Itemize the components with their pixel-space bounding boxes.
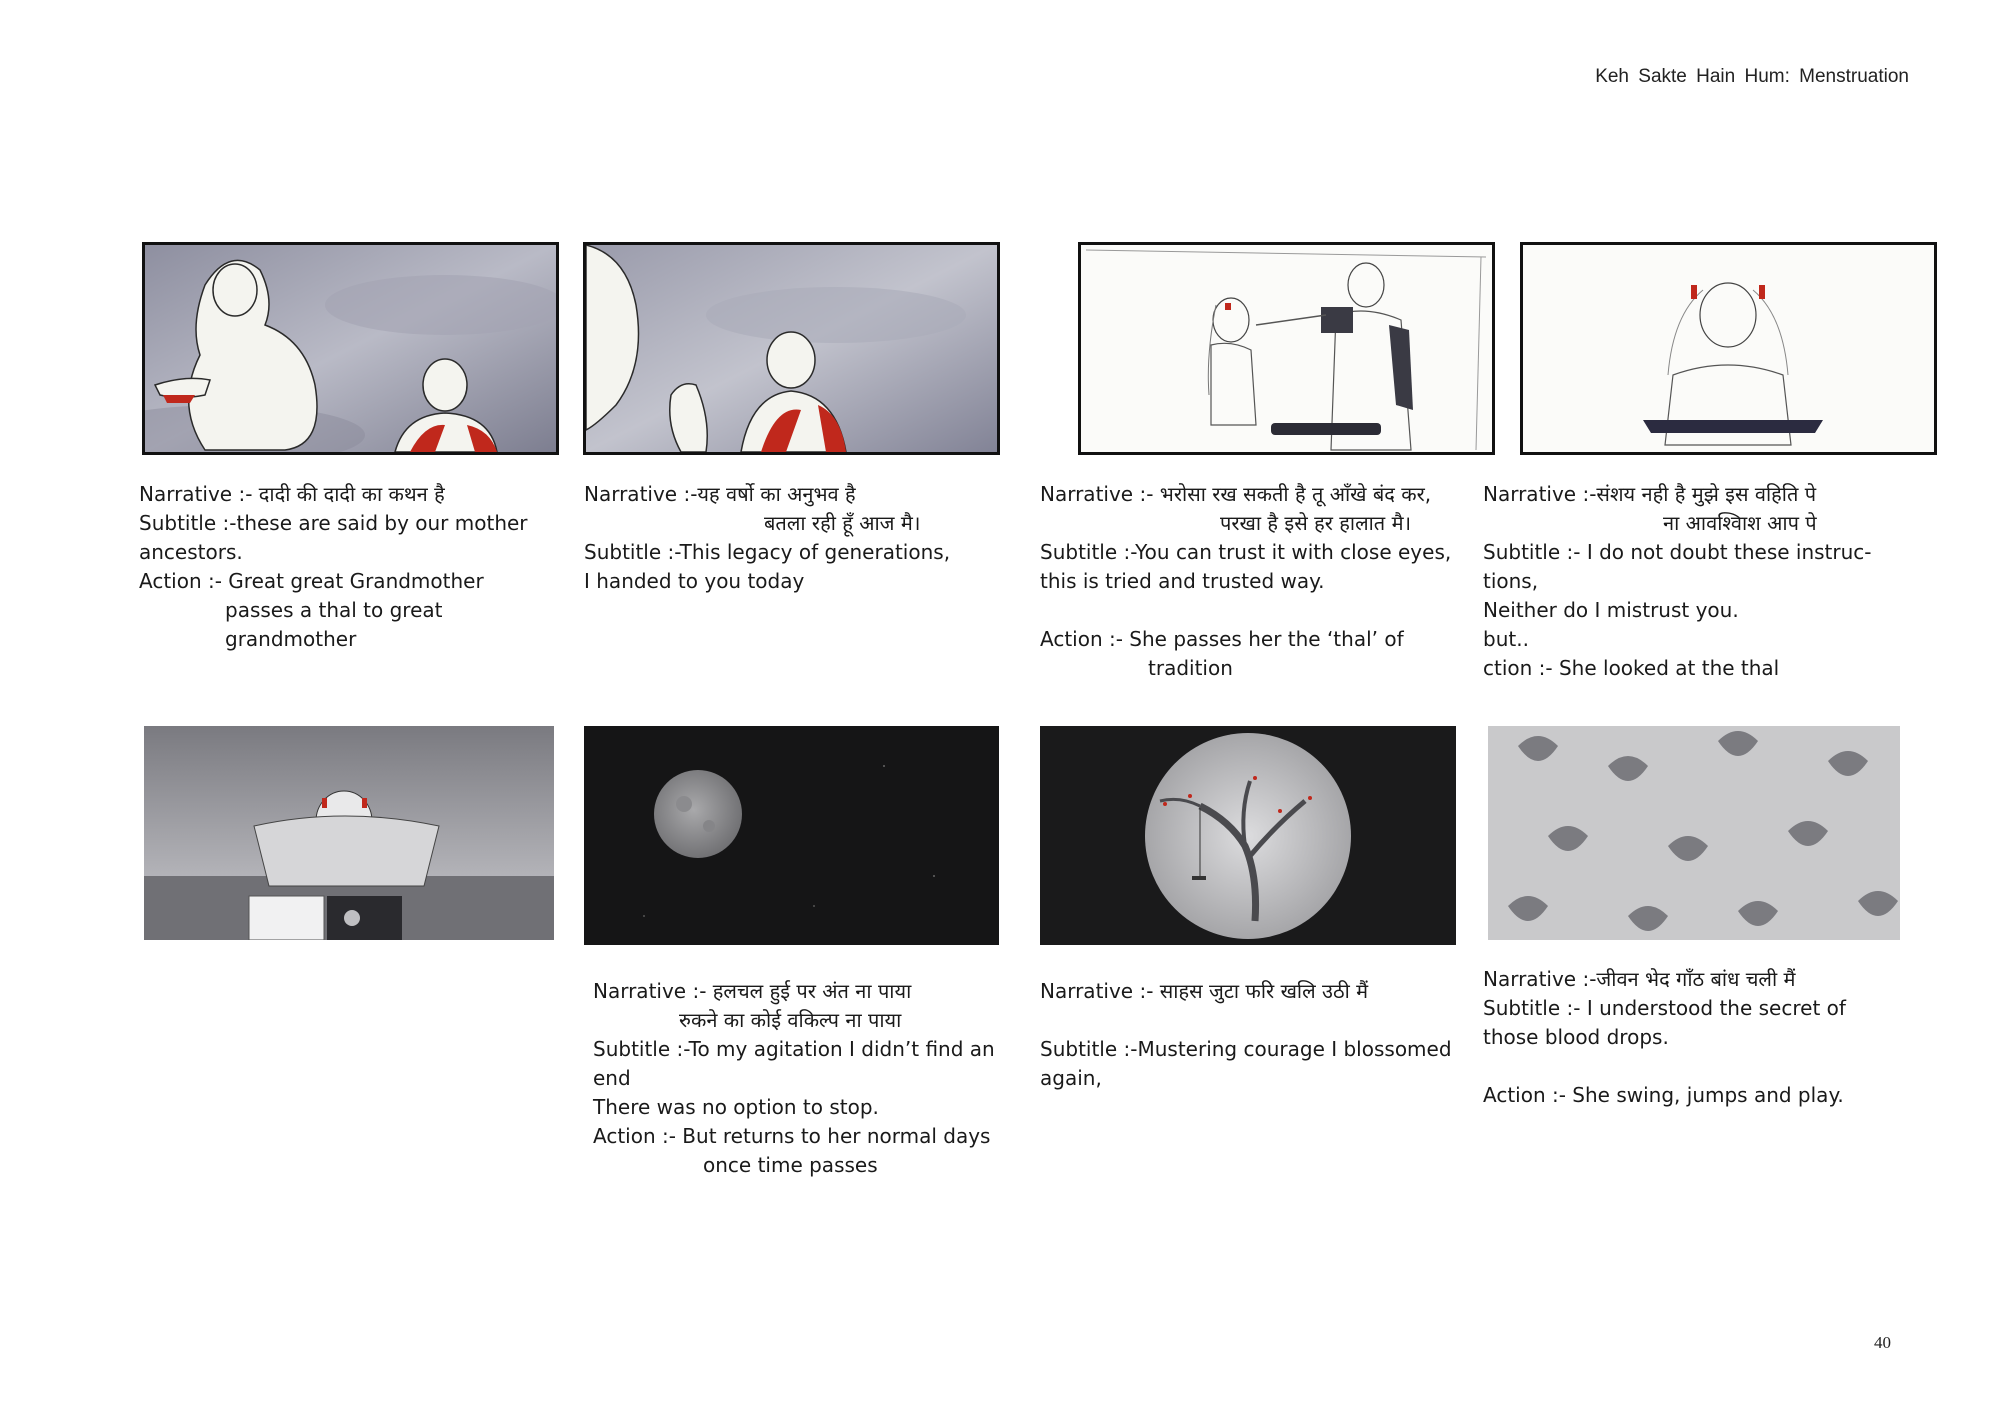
spacer [1040, 1006, 1452, 1035]
spacer [1040, 596, 1451, 625]
subtitle-line: Subtitle :-To my agitation I didn’t find an [593, 1037, 995, 1061]
narrative-line: Narrative :- दादी की दादी का कथन है [139, 482, 445, 506]
storyboard-frame-7 [1040, 726, 1456, 945]
girl-holding-thal-illustration [1523, 245, 1934, 452]
moon-in-night-sky-illustration [584, 726, 999, 945]
action-line: Action :- She swing, jumps and play. [1483, 1083, 1844, 1107]
spacer [1483, 1052, 1846, 1081]
narrative-line: Narrative :-संशय नही है मुझे इस वहिति पे [1483, 482, 1817, 506]
action-line: once time passes [703, 1153, 878, 1177]
frame-3-caption [1040, 480, 1451, 683]
girl-looking-at-thal-illustration [144, 726, 554, 940]
subtitle-line: Subtitle :-these are said by our mother [139, 511, 528, 535]
falling-leaves-illustration [1488, 726, 1900, 940]
mother-passing-thal-illustration [1081, 245, 1492, 452]
frame-8-caption [1483, 965, 1846, 1110]
action-line: grandmother [225, 627, 357, 651]
subtitle-line: I handed to you today [584, 569, 805, 593]
action-line: ction :- She looked at the thal [1483, 656, 1780, 680]
narrative-line: ना आवश्विाश आप पे [1663, 511, 1817, 535]
grandmother-and-daughter-illustration [586, 245, 997, 452]
narrative-line: Narrative :- हलचल हुई पर अंत ना पाया [593, 979, 912, 1003]
frame-6-caption [593, 977, 995, 1180]
narrative-line: Narrative :- साहस जुटा फरि खलि उठी मैं [1040, 979, 1369, 1003]
storyboard-frame-4 [1520, 242, 1937, 455]
page-number: 40 [1874, 1333, 1891, 1352]
frame-1-caption [139, 480, 528, 654]
action-line: Action :- Great great Grandmother [139, 569, 484, 593]
storyboard-frame-2 [583, 242, 1000, 455]
subtitle-line: but.. [1483, 627, 1529, 651]
subtitle-line: those blood drops. [1483, 1025, 1669, 1049]
subtitle-line: Subtitle :-You can trust it with close eyes, [1040, 540, 1452, 564]
subtitle-line: tions, [1483, 569, 1539, 593]
storyboard-frame-8 [1488, 726, 1900, 940]
subtitle-line: Subtitle :-This legacy of generations, [584, 540, 951, 564]
action-line: passes a thal to great [225, 598, 443, 622]
action-line: Action :- She passes her the ‘thal’ of [1040, 627, 1404, 651]
storyboard-frame-6 [584, 726, 999, 945]
subtitle-line: end [593, 1066, 631, 1090]
subtitle-line: Subtitle :- I do not doubt these instruc- [1483, 540, 1872, 564]
subtitle-line: Subtitle :-Mustering courage I blossomed [1040, 1037, 1452, 1061]
subtitle-line: this is tried and trusted way. [1040, 569, 1325, 593]
frame-7-caption [1040, 977, 1452, 1093]
narrative-line: Narrative :- भरोसा रख सकती है तू आँखे बंद कर, [1040, 482, 1432, 506]
storyboard-frame-3 [1078, 242, 1495, 455]
grandmother-passing-thal-illustration [145, 245, 556, 452]
storyboard-frame-5 [144, 726, 554, 940]
subtitle-line: ancestors. [139, 540, 243, 564]
frame-2-caption [584, 480, 950, 596]
subtitle-line: Neither do I mistrust you. [1483, 598, 1739, 622]
frame-4-caption [1483, 480, 1872, 683]
subtitle-line: again, [1040, 1066, 1102, 1090]
storyboard-frame-1 [142, 242, 559, 455]
subtitle-line: Subtitle :- I understood the secret of [1483, 996, 1846, 1020]
header-title: Keh Sakte Hain Hum: Menstruation [1595, 66, 1909, 87]
action-line: Action :- But returns to her normal days [593, 1124, 991, 1148]
narrative-line: रुकने का कोई वकिल्प ना पाया [679, 1008, 902, 1032]
narrative-line: परखा है इसे हर हालात मै। [1220, 511, 1412, 535]
subtitle-line: There was no option to stop. [593, 1095, 879, 1119]
action-line: tradition [1148, 656, 1233, 680]
narrative-line: Narrative :-यह वर्षो का अनुभव है [584, 482, 856, 506]
narrative-line: Narrative :-जीवन भेद गाँठ बांध चली मैं [1483, 967, 1796, 991]
narrative-line: बतला रही हूँ आज मै। [764, 511, 921, 535]
tree-and-swing-in-moon-illustration [1040, 726, 1456, 945]
